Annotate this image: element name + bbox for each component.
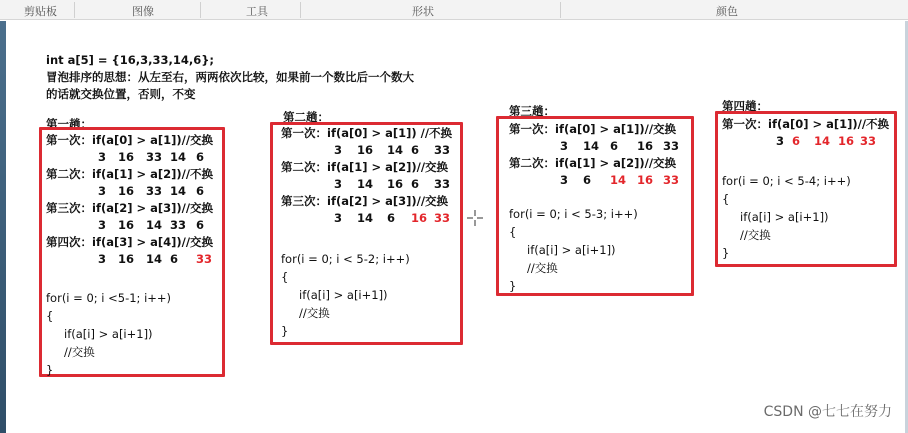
crosshair-cursor-icon (467, 210, 483, 226)
step-condition: 第四次：if(a[3] > a[4])//交换 (46, 235, 214, 249)
array-value: 6 (610, 139, 619, 153)
array-value: 14 (170, 150, 187, 164)
step-condition: 第二次：if(a[1] > a[2])//交换 (509, 156, 677, 170)
array-value: 16 (118, 184, 135, 198)
array-value: 3 (776, 134, 785, 148)
array-value: 6 (196, 218, 205, 232)
code-line: { (509, 225, 517, 239)
array-value: 16 (118, 150, 135, 164)
array-value: 33 (146, 150, 163, 164)
code-line: { (281, 270, 289, 284)
array-value: 3 (334, 177, 343, 191)
code-line: } (281, 324, 289, 338)
intro-text-line: 冒泡排序的思想：从左至右，两两依次比较，如果前一个数比后一个数大 (46, 70, 414, 84)
ribbon-separator (300, 2, 301, 18)
intro-text-line: 的话就交换位置，否则，不变 (46, 87, 196, 101)
ribbon-separator (74, 2, 75, 18)
code-line: //交换 (299, 306, 330, 320)
array-value: 3 (98, 150, 107, 164)
array-value: 16 (637, 173, 654, 187)
array-value: 14 (387, 143, 404, 157)
code-line: } (509, 279, 517, 293)
step-condition: 第三次：if(a[2] > a[3])//交换 (46, 201, 214, 215)
code-line: //交换 (64, 345, 95, 359)
array-value: 3 (98, 184, 107, 198)
array-value: 14 (170, 184, 187, 198)
pass-title: 第一趟： (46, 117, 92, 131)
array-value: 14 (583, 139, 600, 153)
step-condition: 第一次：if(a[0] > a[1])//不换 (722, 117, 890, 131)
array-value: 16 (387, 177, 404, 191)
pass-title: 第二趟： (283, 110, 329, 124)
code-line: if(a[i] > a[i+1]) (64, 327, 153, 341)
array-value: 6 (411, 177, 420, 191)
left-panel-edge (0, 21, 6, 433)
array-value: 14 (146, 218, 163, 232)
step-condition: 第二次：if(a[1] > a[2])//交换 (281, 160, 449, 174)
code-line: { (46, 309, 54, 323)
ribbon-group-clipboard[interactable]: 剪贴板 (24, 5, 57, 18)
code-line: for(i = 0; i <5-1; i++) (46, 291, 172, 305)
ribbon-bar (0, 0, 908, 20)
csdn-watermark: CSDN @七七在努力 (763, 404, 892, 420)
array-value: 14 (357, 211, 374, 225)
array-value: 33 (170, 218, 187, 232)
array-value: 3 (560, 173, 569, 187)
array-value: 16 (838, 134, 855, 148)
code-line: if(a[i] > a[i+1]) (299, 288, 388, 302)
array-value: 16 (637, 139, 654, 153)
array-value: 6 (792, 134, 801, 148)
array-value: 33 (663, 139, 680, 153)
array-value: 3 (560, 139, 569, 153)
step-condition: 第一次：if(a[0] > a[1]) //不换 (281, 126, 453, 140)
pass-title: 第三趟： (509, 104, 555, 118)
step-condition: 第二次：if(a[1] > a[2])//不换 (46, 167, 214, 181)
pass-title: 第四趟： (722, 99, 768, 113)
array-declaration: int a[5] = {16,3,33,14,6}; (46, 53, 215, 67)
array-value: 33 (434, 143, 451, 157)
ribbon-group-colors[interactable]: 颜色 (716, 5, 738, 18)
array-value: 6 (196, 184, 205, 198)
step-condition: 第一次：if(a[0] > a[1])//交换 (509, 122, 677, 136)
ribbon-separator (200, 2, 201, 18)
step-condition: 第三次：if(a[2] > a[3])//交换 (281, 194, 449, 208)
array-value: 33 (196, 252, 213, 266)
code-line: for(i = 0; i < 5-3; i++) (509, 207, 638, 221)
array-value: 3 (334, 143, 343, 157)
code-line: { (722, 192, 730, 206)
ribbon-group-tools[interactable]: 工具 (246, 5, 268, 18)
array-value: 3 (98, 218, 107, 232)
array-value: 14 (357, 177, 374, 191)
ribbon-group-shapes[interactable]: 形状 (412, 5, 434, 18)
code-line: for(i = 0; i < 5-2; i++) (281, 252, 410, 266)
array-value: 16 (118, 252, 135, 266)
array-value: 16 (411, 211, 428, 225)
step-condition: 第一次：if(a[0] > a[1])//交换 (46, 133, 214, 147)
array-value: 33 (434, 211, 451, 225)
code-line: //交换 (740, 228, 771, 242)
array-value: 33 (434, 177, 451, 191)
code-line: //交换 (527, 261, 558, 275)
code-line: if(a[i] > a[i+1]) (527, 243, 616, 257)
array-value: 16 (118, 218, 135, 232)
array-value: 6 (411, 143, 420, 157)
array-value: 6 (583, 173, 592, 187)
array-value: 6 (170, 252, 179, 266)
array-value: 16 (357, 143, 374, 157)
ribbon-group-image[interactable]: 图像 (132, 5, 154, 18)
array-value: 3 (334, 211, 343, 225)
array-value: 14 (814, 134, 831, 148)
array-value: 3 (98, 252, 107, 266)
code-line: } (46, 363, 54, 377)
array-value: 6 (387, 211, 396, 225)
code-line: } (722, 246, 730, 260)
code-line: for(i = 0; i < 5-4; i++) (722, 174, 851, 188)
array-value: 33 (860, 134, 877, 148)
array-value: 33 (663, 173, 680, 187)
code-line: if(a[i] > a[i+1]) (740, 210, 829, 224)
array-value: 33 (146, 184, 163, 198)
array-value: 14 (146, 252, 163, 266)
ribbon-separator (560, 2, 561, 18)
array-value: 14 (610, 173, 627, 187)
array-value: 6 (196, 150, 205, 164)
